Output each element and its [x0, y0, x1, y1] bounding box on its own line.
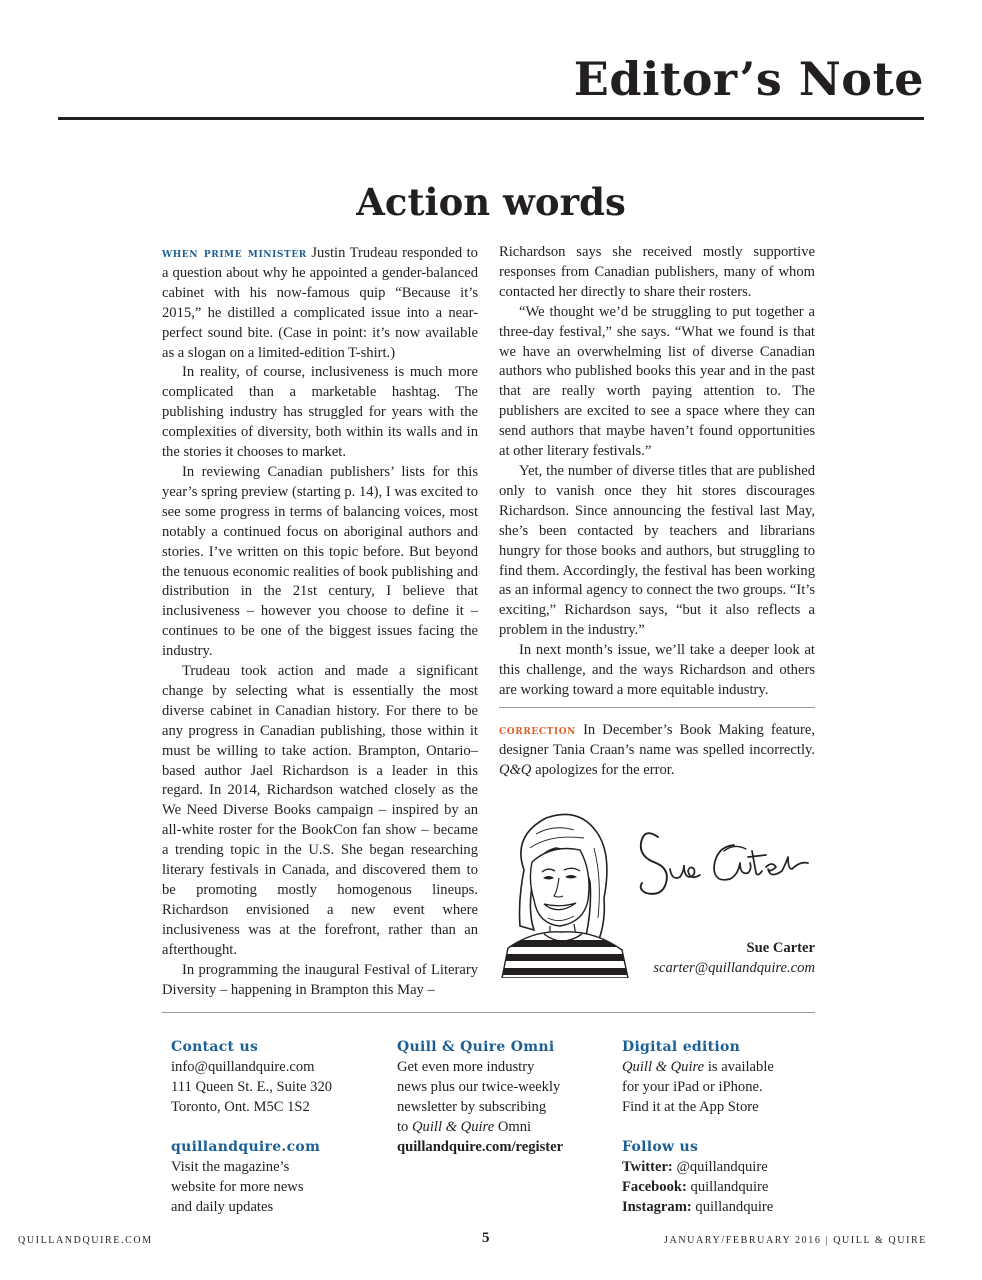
- article-paragraph: In reality, of course, inclusiveness is much more complicated than a marketable hashtag. The publishing industry has struggled for years with the complexities of diversity, both within its walls and in the stories it chooses to market.: [162, 364, 478, 461]
- editor-portrait-illustration: [494, 808, 630, 978]
- contact-address-line: Toronto, Ont. M5C 1S2: [171, 1099, 310, 1115]
- twitter-line[interactable]: [622, 1157, 822, 1177]
- contact-heading: Contact us: [171, 1039, 259, 1055]
- digital-publication-title: Quill & Quire: [622, 1059, 705, 1075]
- article-headline: Action words: [356, 180, 626, 224]
- correction-label: correction: [499, 722, 576, 737]
- website-heading[interactable]: quillandquire.com: [171, 1139, 321, 1155]
- lead-in-caps: when prime minister: [162, 245, 307, 260]
- digital-text: [622, 1057, 822, 1077]
- editor-name: Sue Carter: [746, 940, 815, 956]
- correction-apology: apologizes for the error.: [535, 761, 675, 778]
- article-paragraph: In reviewing Canadian publishers’ lists for this year’s spring preview (starting p. 14), I was excited to see some progress in terms of balancing voices, most notably a continued focus on aboriginal authors and stories. I’ve written on this topic before. But beyond the tenuous economic realities of book publishing and distribution in the 21st century, I believe that inclusiveness – however you choose to define it – continues to be one of the biggest issues facing the industry.: [162, 463, 478, 660]
- omni-text: [397, 1117, 597, 1137]
- article-paragraph: In next month’s issue, we’ll take a deeper look at this challenge, and the ways Richardson and others are working toward a more equitable industry.: [499, 642, 815, 698]
- article-paragraph: Richardson says she received mostly supportive responses from Canadian publishers, many of whom contacted her directly to share their rosters.: [499, 244, 815, 300]
- website-text: Visit the magazine’s: [171, 1159, 290, 1175]
- folio-issue: JANUARY/FEBRUARY 2016 | QUILL & QUIRE: [664, 1235, 927, 1246]
- article-paragraph: [162, 243, 478, 363]
- omni-block: [397, 1037, 597, 1157]
- facebook-handle[interactable]: quillandquire: [690, 1179, 769, 1195]
- omni-text: Get even more industry: [397, 1059, 535, 1075]
- contact-email[interactable]: info@quillandquire.com: [171, 1059, 315, 1075]
- omni-text: news plus our twice-weekly: [397, 1079, 561, 1095]
- info-column-digital: [622, 1037, 822, 1237]
- info-column-omni: [397, 1037, 597, 1177]
- omni-heading: Quill & Quire Omni: [397, 1039, 555, 1055]
- website-text: and daily updates: [171, 1199, 274, 1215]
- twitter-handle[interactable]: @quillandquire: [676, 1159, 768, 1175]
- article-paragraph: Trudeau took action and made a significant change by selecting what is essentially the most diverse cabinet in Canadian history. For there to be any progress in Canadian publishing, those within it must be willing to take action. Brampton, Ontario–based author Jael Richardson is a leader in this regard. In 2014, Richardson watched closely as the We Need Diverse Books campaign – inspired by an all-white roster for the BookCon fan show – became a trending topic in the U.S. She began researching literary festivals in Canada, and discovered them to be promoting mostly homogenous lineups. Richardson envisioned a new event where inclusiveness was at the forefront, rather than an afterthought.: [162, 663, 478, 958]
- section-title: Editor’s Note: [573, 52, 924, 106]
- correction-text: In December’s Book Making feature, designer Tania Craan’s name was spelled incorrectly.: [499, 722, 815, 758]
- omni-register-link-text[interactable]: quillandquire.com/register: [397, 1139, 564, 1155]
- folio-site: QUILLANDQUIRE.COM: [18, 1235, 153, 1246]
- title-rule: [58, 117, 924, 120]
- article-column-right: [499, 243, 815, 701]
- publication-abbrev: Q&Q: [499, 761, 532, 778]
- correction-note: [499, 720, 815, 781]
- omni-register-link[interactable]: [397, 1137, 597, 1157]
- instagram-handle[interactable]: quillandquire: [695, 1199, 774, 1215]
- article-paragraph: “We thought we’d be struggling to put together a three-day festival,” she says. “What we found is that we have an overwhelming list of diverse Canadian authors who published books this year and in the past that are really worth paying attention to. The publishers are excited to see a space where they can send authors that maybe haven’t found opportunities at other literary festivals.”: [499, 303, 815, 460]
- omni-text: newsletter by subscribing: [397, 1099, 547, 1115]
- omni-text-suffix: Omni: [497, 1119, 532, 1135]
- follow-heading: Follow us: [622, 1139, 699, 1155]
- instagram-line[interactable]: [622, 1197, 822, 1217]
- website-block: [171, 1137, 371, 1217]
- article-column-left: [162, 243, 478, 1000]
- instagram-label: Instagram:: [622, 1199, 692, 1215]
- correction-divider: [499, 707, 815, 708]
- digital-heading: Digital edition: [622, 1039, 741, 1055]
- follow-block: [622, 1137, 822, 1217]
- footer-divider: [162, 1012, 815, 1013]
- contact-address-line: 111 Queen St. E., Suite 320: [171, 1079, 333, 1095]
- contact-block: [171, 1037, 371, 1117]
- omni-publication-title: Quill & Quire: [412, 1119, 495, 1135]
- facebook-label: Facebook:: [622, 1179, 687, 1195]
- omni-text-prefix: to: [397, 1119, 409, 1135]
- website-text: website for more news: [171, 1179, 304, 1195]
- page-number: 5: [482, 1230, 490, 1246]
- digital-block: [622, 1037, 822, 1117]
- article-paragraph: Yet, the number of diverse titles that are published only to vanish once they hit stores discourages Richardson. Since announcing the festival last May, she’s been contacted by teachers and librarians hungry for those books and authors, but struggling to find them. Accordingly, the festival has been working as an informal agency to connect the two groups. “It’s exciting,” Richardson says, “but it also reflects a problem in the industry.”: [499, 462, 815, 639]
- byline: [653, 938, 815, 978]
- correction-paragraph: [499, 720, 815, 781]
- editor-signature: [636, 823, 820, 905]
- digital-text-suffix: is available: [707, 1059, 774, 1075]
- info-column-contact: [171, 1037, 371, 1237]
- twitter-label: Twitter:: [622, 1159, 673, 1175]
- digital-text: Find it at the App Store: [622, 1099, 759, 1115]
- paragraph-text: Justin Trudeau responded to a question about why he appointed a gender-balanced cabinet with his now-famous quip “Because it’s 2015,” he distilled a complicated issue into a near-perfect sound bite. (Case in point: it’s now available as a slogan on a limited-edition T-shirt.): [162, 245, 478, 361]
- article-paragraph: In programming the inaugural Festival of Literary Diversity – happening in Brampton this May –: [162, 961, 478, 998]
- digital-text: for your iPad or iPhone.: [622, 1079, 763, 1095]
- facebook-line[interactable]: [622, 1177, 822, 1197]
- editor-email[interactable]: scarter@quillandquire.com: [653, 960, 815, 976]
